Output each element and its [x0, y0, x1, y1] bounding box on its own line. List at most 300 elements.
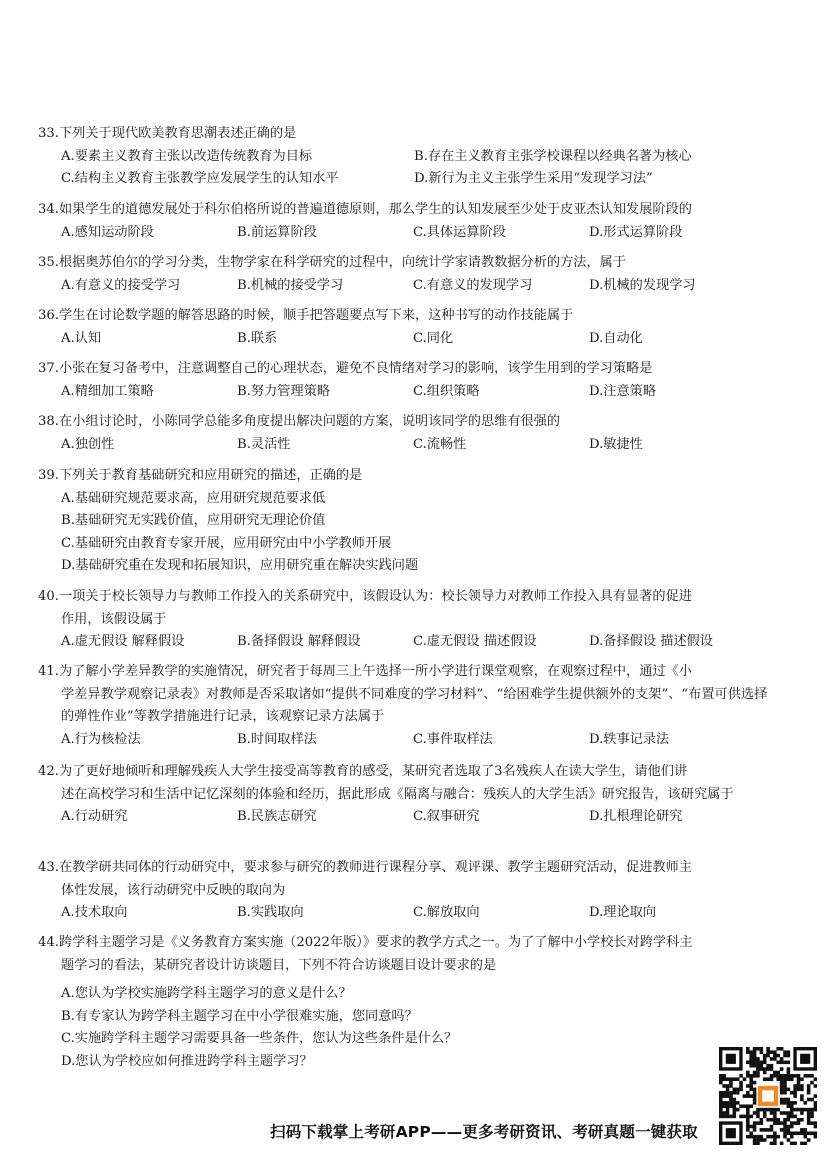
qr-module	[787, 1071, 791, 1075]
qr-module	[790, 1104, 794, 1108]
qr-module	[770, 1067, 774, 1071]
qr-module	[763, 1054, 767, 1058]
qr-module	[756, 1142, 760, 1145]
qr-module	[753, 1094, 757, 1098]
qr-module	[814, 1131, 817, 1135]
qr-module	[793, 1121, 797, 1125]
qr-module	[790, 1121, 794, 1125]
option-b: B.努力管理策略	[237, 383, 331, 399]
qr-module	[743, 1115, 747, 1119]
qr-module	[719, 1111, 723, 1115]
qr-module	[783, 1101, 787, 1105]
option-c: C.同化	[413, 330, 454, 346]
options-row	[38, 328, 770, 351]
qr-module	[770, 1142, 774, 1145]
qr-module	[722, 1101, 726, 1105]
qr-module	[756, 1074, 760, 1078]
question-stem-continued: 学差异教学观察记录表》对教师是否采取诸如“提供不同难度的学习材料”、“给困难学生提供额外的支架”、“布置可供选择的弹性作业”等教学措施进行记录，该观察记录方法属于	[61, 686, 768, 724]
qr-finder-core	[800, 1054, 810, 1064]
qr-module	[793, 1142, 797, 1145]
qr-module	[793, 1091, 797, 1095]
qr-module	[780, 1088, 784, 1092]
qr-module	[773, 1142, 777, 1145]
option-d: D.机械的发现学习	[589, 277, 696, 293]
question-44	[38, 932, 770, 1073]
qr-module	[773, 1135, 777, 1139]
qr-module	[814, 1108, 817, 1112]
question-stem: 42.为了更好地倾听和理解残疾人大学生接受高等教育的感受，某研究者选取了3名残疾人在读大学生，请他们讲	[38, 764, 688, 779]
qr-module	[749, 1061, 753, 1065]
qr-module	[736, 1077, 740, 1081]
qr-module	[743, 1077, 747, 1081]
qr-module	[753, 1121, 757, 1125]
qr-module	[780, 1128, 784, 1132]
qr-module	[776, 1074, 780, 1078]
option-d: D.您认为学校应如何推进跨学科主题学习？	[61, 1053, 313, 1069]
qr-module	[814, 1135, 817, 1139]
qr-module	[810, 1131, 814, 1135]
qr-module	[749, 1104, 753, 1108]
qr-module	[770, 1128, 774, 1132]
option-b: B.前运算阶段	[237, 224, 317, 240]
qr-module	[807, 1131, 811, 1135]
options-list	[38, 488, 770, 578]
qr-module	[746, 1084, 750, 1088]
qr-module	[790, 1125, 794, 1129]
qr-module	[790, 1131, 794, 1135]
qr-module	[729, 1077, 733, 1081]
qr-module	[783, 1121, 787, 1125]
qr-module	[783, 1084, 787, 1088]
option-b: B.备择假设 解释假设	[237, 634, 361, 649]
option-d: D.敏捷性	[589, 436, 643, 452]
qr-module	[760, 1047, 764, 1051]
qr-module	[797, 1074, 801, 1078]
qr-module	[733, 1101, 737, 1105]
qr-module	[807, 1118, 811, 1122]
qr-module	[800, 1084, 804, 1088]
qr-module	[766, 1118, 770, 1122]
qr-module	[726, 1101, 730, 1105]
qr-finder-core	[726, 1128, 736, 1138]
option-b: B.时间取样法	[237, 731, 317, 747]
qr-module	[770, 1125, 774, 1129]
qr-module	[760, 1128, 764, 1132]
qr-module	[770, 1050, 774, 1054]
qr-module	[807, 1091, 811, 1095]
qr-module	[749, 1077, 753, 1081]
qr-module	[749, 1131, 753, 1135]
qr-module	[726, 1077, 730, 1081]
qr-module	[726, 1088, 730, 1092]
qr-module	[773, 1108, 777, 1112]
qr-module	[814, 1125, 817, 1129]
qr-module	[733, 1098, 737, 1102]
qr-module	[746, 1125, 750, 1129]
qr-module	[800, 1111, 804, 1115]
qr-module	[726, 1108, 730, 1112]
qr-module	[773, 1050, 777, 1054]
qr-module	[766, 1064, 770, 1068]
question-39	[38, 465, 770, 578]
qr-module	[763, 1111, 767, 1115]
qr-module	[722, 1115, 726, 1119]
options-list	[38, 983, 770, 1073]
qr-module	[722, 1084, 726, 1088]
qr-module	[783, 1125, 787, 1129]
qr-module	[756, 1057, 760, 1061]
qr-module	[793, 1131, 797, 1135]
qr-module	[797, 1088, 801, 1092]
qr-module	[733, 1108, 737, 1112]
qr-module	[749, 1094, 753, 1098]
qr-module	[790, 1135, 794, 1139]
option-b: B.存在主义教育主张学校课程以经典名著为核心	[414, 148, 692, 164]
qr-module	[749, 1125, 753, 1129]
qr-module	[719, 1094, 723, 1098]
qr-module	[756, 1061, 760, 1065]
qr-module	[749, 1057, 753, 1061]
options-row	[38, 806, 770, 829]
qr-module	[753, 1071, 757, 1075]
qr-module	[733, 1077, 737, 1081]
qr-module	[790, 1115, 794, 1119]
qr-module	[780, 1091, 784, 1095]
qr-module	[763, 1061, 767, 1065]
qr-code-graphic	[719, 1047, 817, 1145]
qr-module	[746, 1115, 750, 1119]
qr-finder-core	[726, 1054, 736, 1064]
qr-module	[787, 1054, 791, 1058]
qr-module	[770, 1074, 774, 1078]
options-row	[38, 902, 770, 925]
qr-module	[722, 1094, 726, 1098]
qr-module	[800, 1098, 804, 1102]
question-33	[38, 123, 770, 191]
question-stem: 38.在小组讨论时，小陈同学总能多角度提出解决问题的方案，说明该同学的思维有很强的	[38, 414, 561, 429]
qr-module	[722, 1074, 726, 1078]
qr-module	[739, 1074, 743, 1078]
qr-module	[756, 1067, 760, 1071]
qr-module	[760, 1067, 764, 1071]
options-row	[38, 729, 770, 752]
qr-module	[797, 1108, 801, 1112]
qr-module	[793, 1108, 797, 1112]
qr-module	[770, 1135, 774, 1139]
qr-module	[753, 1088, 757, 1092]
qr-module	[733, 1088, 737, 1092]
qr-module	[756, 1121, 760, 1125]
option-c: C.基础研究由教育专家开展，应用研究由中小学教师开展	[61, 535, 392, 551]
qr-module	[749, 1074, 753, 1078]
qr-module	[810, 1081, 814, 1085]
qr-module	[787, 1138, 791, 1142]
qr-module	[780, 1111, 784, 1115]
qr-module	[797, 1077, 801, 1081]
qr-module	[733, 1091, 737, 1095]
qr-module	[807, 1115, 811, 1119]
option-d: D.轶事记录法	[589, 731, 670, 747]
qr-center-logo-mark	[762, 1090, 773, 1101]
qr-module	[800, 1108, 804, 1112]
qr-module	[753, 1098, 757, 1102]
qr-module	[746, 1061, 750, 1065]
qr-module	[729, 1115, 733, 1119]
qr-module	[807, 1088, 811, 1092]
qr-module	[753, 1050, 757, 1054]
qr-module	[807, 1074, 811, 1078]
qr-module	[773, 1115, 777, 1119]
qr-module	[814, 1104, 817, 1108]
qr-module	[773, 1121, 777, 1125]
qr-module	[756, 1115, 760, 1119]
option-d: D.备择假设 描述假设	[589, 634, 713, 649]
option-b: B.民族志研究	[237, 809, 317, 824]
qr-module	[746, 1111, 750, 1115]
qr-module	[726, 1091, 730, 1095]
qr-module	[780, 1081, 784, 1085]
option-c: C.流畅性	[413, 436, 467, 452]
qr-module	[780, 1084, 784, 1088]
qr-module	[719, 1108, 723, 1112]
qr-module	[807, 1111, 811, 1115]
qr-module	[780, 1074, 784, 1078]
qr-module	[814, 1077, 817, 1081]
qr-module	[787, 1131, 791, 1135]
footer-banner: 扫码下载掌上考研APP——更多考研资讯、考研真题一键获取	[270, 1123, 698, 1141]
qr-module	[787, 1067, 791, 1071]
qr-module	[773, 1131, 777, 1135]
qr-module	[763, 1138, 767, 1142]
option-a: A.要素主义教育主张以改造传统教育为目标	[61, 148, 313, 164]
qr-module	[760, 1108, 764, 1112]
qr-module	[776, 1061, 780, 1065]
qr-module	[739, 1084, 743, 1088]
option-a: A.基础研究规范要求高，应用研究规范要求低	[61, 490, 326, 506]
qr-module	[756, 1047, 760, 1051]
option-c: C.叙事研究	[413, 809, 480, 824]
qr-module	[776, 1108, 780, 1112]
question-38	[38, 411, 770, 456]
qr-module	[763, 1128, 767, 1132]
qr-module	[753, 1064, 757, 1068]
qr-module	[797, 1118, 801, 1122]
qr-module	[746, 1091, 750, 1095]
qr-module	[749, 1084, 753, 1088]
qr-module	[736, 1108, 740, 1112]
qr-module	[719, 1098, 723, 1102]
qr-module	[783, 1128, 787, 1132]
qr-module	[746, 1104, 750, 1108]
qr-module	[760, 1061, 764, 1065]
option-b: B.联系	[237, 330, 278, 346]
qr-module	[756, 1138, 760, 1142]
qr-module	[793, 1088, 797, 1092]
qr-module	[753, 1135, 757, 1139]
qr-module	[760, 1121, 764, 1125]
qr-module	[800, 1118, 804, 1122]
qr-module	[770, 1108, 774, 1112]
option-d: D.扎根理论研究	[589, 809, 683, 824]
qr-module	[793, 1084, 797, 1088]
qr-module	[793, 1074, 797, 1078]
question-stem: 37.小张在复习备考中，注意调整自己的心理状态，避免不良情绪对学习的影响，该学生用到的学习策略是	[38, 361, 653, 376]
qr-module	[780, 1047, 784, 1051]
qr-module	[787, 1074, 791, 1078]
option-d: D.形式运算阶段	[589, 224, 683, 240]
qr-module	[783, 1131, 787, 1135]
qr-module	[770, 1111, 774, 1115]
qr-module	[773, 1074, 777, 1078]
option-d: D.基础研究重在发现和拓展知识，应用研究重在解决实践问题	[61, 558, 419, 573]
qr-module	[770, 1077, 774, 1081]
qr-module	[743, 1104, 747, 1108]
qr-module	[797, 1121, 801, 1125]
qr-module	[753, 1061, 757, 1065]
qr-module	[756, 1071, 760, 1075]
qr-module	[719, 1091, 723, 1095]
options-row	[38, 434, 770, 457]
qr-module	[722, 1111, 726, 1115]
qr-module	[763, 1057, 767, 1061]
qr-module	[763, 1115, 767, 1119]
qr-module	[719, 1077, 723, 1081]
qr-module	[760, 1138, 764, 1142]
qr-module	[753, 1111, 757, 1115]
qr-module	[719, 1104, 723, 1108]
qr-module	[787, 1104, 791, 1108]
option-c: C.结构主义教育主张教学应发展学生的认知水平	[61, 171, 339, 186]
qr-module	[726, 1115, 730, 1119]
question-stem: 34.如果学生的道德发展处于科尔伯格所说的普遍道德原则，那么学生的认知发展至少处于皮亚杰认知发展阶段的	[38, 202, 692, 217]
option-c: C.解放取向	[413, 905, 480, 920]
option-c: C.具体运算阶段	[413, 224, 506, 240]
qr-module	[746, 1071, 750, 1075]
qr-module	[807, 1084, 811, 1088]
option-d: D.新行为主义主张学生采用“发现学习法”	[414, 171, 653, 186]
option-d: D.理论取向	[589, 905, 657, 920]
question-stem-continued: 作用，该假设属于	[61, 611, 167, 627]
qr-module	[807, 1121, 811, 1125]
qr-module	[780, 1101, 784, 1105]
qr-module	[719, 1115, 723, 1119]
qr-module	[756, 1108, 760, 1112]
qr-module	[746, 1094, 750, 1098]
qr-module	[749, 1135, 753, 1139]
qr-module	[787, 1050, 791, 1054]
qr-module	[733, 1104, 737, 1108]
qr-module	[753, 1138, 757, 1142]
qr-module	[793, 1115, 797, 1119]
qr-module	[766, 1128, 770, 1132]
qr-module	[756, 1135, 760, 1139]
qr-module	[749, 1088, 753, 1092]
options-row	[38, 631, 770, 654]
qr-module	[797, 1084, 801, 1088]
qr-module	[729, 1094, 733, 1098]
qr-module	[810, 1121, 814, 1125]
qr-module	[814, 1094, 817, 1098]
qr-module	[746, 1074, 750, 1078]
qr-module	[803, 1074, 807, 1078]
qr-module	[803, 1142, 807, 1145]
qr-module	[749, 1081, 753, 1085]
qr-module	[776, 1118, 780, 1122]
question-34	[38, 199, 770, 244]
qr-module	[749, 1115, 753, 1119]
question-stem: 35.根据奥苏伯尔的学习分类，生物学家在科学研究的过程中，向统计学家请教数据分析的方法，属于	[38, 255, 627, 270]
qr-module	[790, 1074, 794, 1078]
qr-module	[770, 1057, 774, 1061]
qr-module	[736, 1101, 740, 1105]
qr-module	[814, 1084, 817, 1088]
qr-module	[753, 1101, 757, 1105]
qr-module	[722, 1104, 726, 1108]
qr-module	[766, 1067, 770, 1071]
qr-module	[803, 1128, 807, 1132]
qr-module	[746, 1135, 750, 1139]
option-b: B.灵活性	[237, 436, 291, 452]
qr-module	[780, 1057, 784, 1061]
qr-module	[807, 1138, 811, 1142]
qr-module	[756, 1064, 760, 1068]
question-stem: 33.下列关于现代欧美教育思潮表述正确的是	[38, 126, 297, 141]
qr-module	[790, 1101, 794, 1105]
qr-module	[753, 1074, 757, 1078]
qr-module	[753, 1091, 757, 1095]
qr-module	[773, 1054, 777, 1058]
question-stem-continued: 述在高校学习和生活中记忆深刻的体验和经历，据此形成《隔离与融合：残疾人的大学生活》研究报告，该研究属于	[61, 786, 734, 802]
qr-module	[773, 1057, 777, 1061]
question-41	[38, 661, 770, 751]
qr-module	[780, 1142, 784, 1145]
question-stem: 43.在教学研共同体的行动研究中，要求参与研究的教师进行课程分享、观评课、教学主题研究活动，促进教师主	[38, 860, 692, 875]
qr-module	[766, 1077, 770, 1081]
qr-module	[776, 1071, 780, 1075]
qr-module	[783, 1135, 787, 1139]
question-stem: 36.学生在讨论数学题的解答思路的时候，顺手把答题要点写下来，这种书写的动作技能属于	[38, 308, 574, 323]
qr-module	[773, 1111, 777, 1115]
qr-module	[763, 1071, 767, 1075]
qr-module	[776, 1077, 780, 1081]
qr-module	[733, 1115, 737, 1119]
qr-module	[814, 1101, 817, 1105]
question-35	[38, 252, 770, 297]
option-b: B.实践取向	[237, 905, 304, 920]
qr-module	[803, 1101, 807, 1105]
options-row	[38, 222, 770, 245]
qr-module	[753, 1054, 757, 1058]
qr-module	[773, 1118, 777, 1122]
qr-module	[753, 1057, 757, 1061]
qr-module	[810, 1115, 814, 1119]
qr-module	[797, 1081, 801, 1085]
qr-module	[729, 1084, 733, 1088]
question-42	[38, 761, 770, 829]
qr-code-icon[interactable]	[719, 1047, 817, 1145]
option-c: C.事件取样法	[413, 731, 493, 747]
option-a: A.行为核检法	[61, 731, 141, 747]
qr-module	[749, 1064, 753, 1068]
qr-module	[726, 1094, 730, 1098]
qr-module	[803, 1135, 807, 1139]
qr-module	[800, 1128, 804, 1132]
qr-module	[780, 1077, 784, 1081]
qr-module	[783, 1111, 787, 1115]
qr-module	[780, 1061, 784, 1065]
qr-module	[746, 1121, 750, 1125]
qr-module	[787, 1077, 791, 1081]
